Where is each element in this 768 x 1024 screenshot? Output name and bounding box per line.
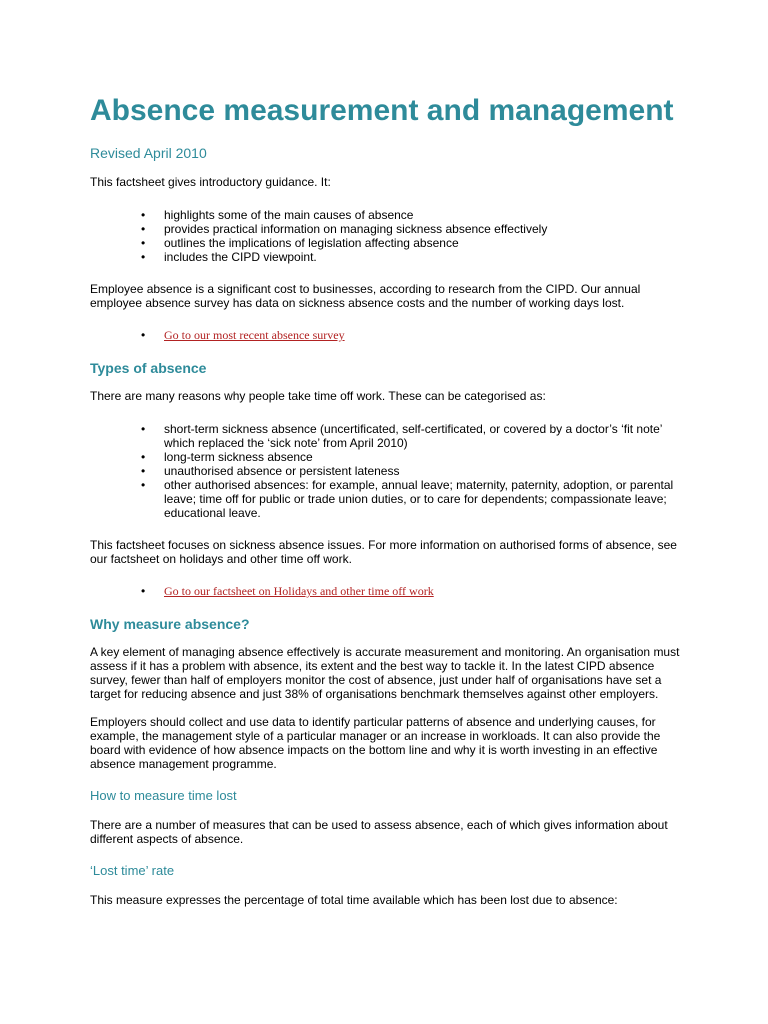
list-item: • highlights some of the main causes of absence bbox=[164, 208, 680, 222]
absence-survey-link[interactable]: Go to our most recent absence survey bbox=[164, 328, 345, 342]
list-item: • provides practical information on managing sickness absence effectively bbox=[164, 222, 680, 236]
list-item: • short-term sickness absence (uncertificated, self-certificated, or covered by a doctor’s ‘fit note’ which replaced the ‘sick note’ from April 2010) bbox=[164, 422, 680, 450]
list-item: • unauthorised absence or persistent lateness bbox=[164, 464, 680, 478]
why-measure-heading: Why measure absence? bbox=[90, 616, 250, 632]
intro-bullet-list bbox=[90, 208, 680, 264]
why-measure-paragraph-2: Employers should collect and use data to identify particular patterns of absence and underlying causes, for example, the management style of a particular manager or an increase in workloads. It can also provide the board with evidence of how absence impacts on the bottom line and why it is worth investing in an effective absence management programme. bbox=[90, 715, 661, 771]
absence-cost-paragraph: Employee absence is a significant cost to businesses, according to research from the CIPD. Our annual employee absence survey has data on sickness absence costs and the number of working days lost. bbox=[90, 282, 641, 310]
lost-time-rate-heading: ‘Lost time’ rate bbox=[90, 863, 175, 878]
how-to-measure-heading: How to measure time lost bbox=[90, 788, 237, 803]
document-page bbox=[90, 92, 680, 907]
absence-types-list bbox=[90, 422, 680, 520]
holidays-link-list bbox=[90, 584, 680, 598]
list-item: • other authorised absences: for example, annual leave; maternity, paternity, adoption, or parental leave; time off for public or trade union duties, or to care for dependents; compassionate leave; educational leave. bbox=[164, 478, 680, 520]
types-of-absence-heading: Types of absence bbox=[90, 360, 207, 376]
list-item: • outlines the implications of legislation affecting absence bbox=[164, 236, 680, 250]
why-measure-paragraph-1: A key element of managing absence effectively is accurate measurement and monitoring. An organisation must assess if it has a problem with absence, its extent and the best way to tackle it. In the latest CIPD absence survey, fewer than half of employers monitor the cost of absence, just under half of organisations have set a target for reducing absence and just 38% of organisations benchmark themselves against other employers. bbox=[90, 645, 680, 701]
page-title: Absence measurement and management bbox=[90, 94, 674, 127]
revision-date: Revised April 2010 bbox=[90, 145, 207, 161]
list-item: • includes the CIPD viewpoint. bbox=[164, 250, 680, 264]
lost-time-rate-paragraph: This measure expresses the percentage of total time available which has been lost due to absence: bbox=[90, 893, 618, 907]
focus-paragraph: This factsheet focuses on sickness absence issues. For more information on authorised forms of absence, see our factsheet on holidays and other time off work. bbox=[90, 538, 677, 566]
survey-link-list bbox=[90, 328, 680, 342]
holidays-factsheet-link[interactable]: Go to our factsheet on Holidays and other time off work bbox=[164, 584, 434, 598]
how-to-measure-paragraph: There are a number of measures that can be used to assess absence, each of which gives information about different aspects of absence. bbox=[90, 818, 668, 846]
types-intro-paragraph: There are many reasons why people take time off work. These can be categorised as: bbox=[90, 389, 546, 403]
list-item bbox=[164, 328, 680, 342]
intro-paragraph: This factsheet gives introductory guidance. It: bbox=[90, 175, 331, 189]
list-item: • long-term sickness absence bbox=[164, 450, 680, 464]
list-item bbox=[164, 584, 680, 598]
